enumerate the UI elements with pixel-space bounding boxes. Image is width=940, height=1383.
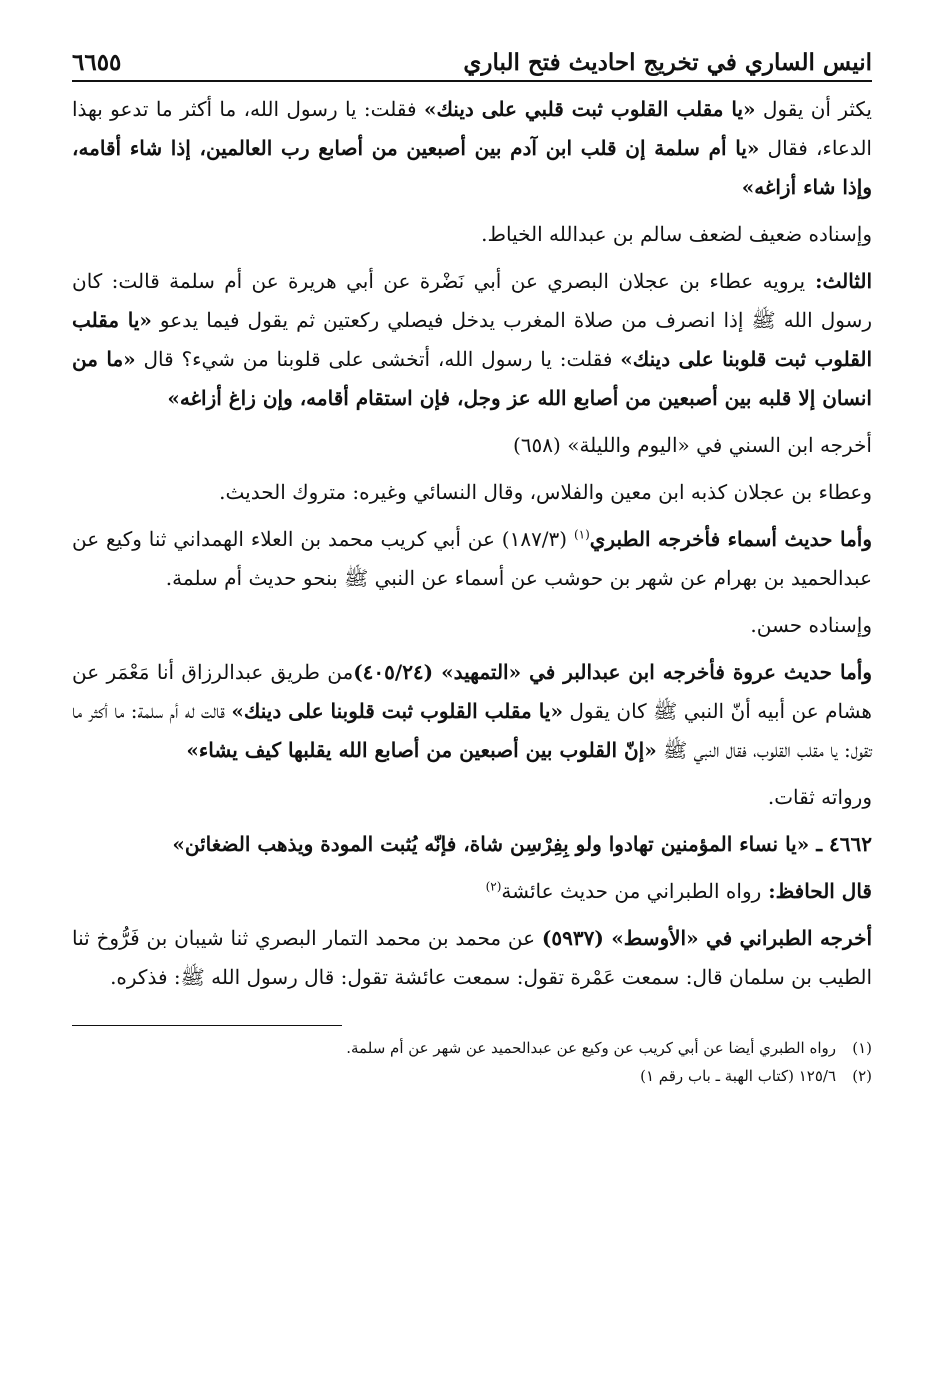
paragraph <box>72 653 872 770</box>
bold-run: أخرجه الطبراني في «الأوسط» (٥٩٣٧) <box>541 926 873 950</box>
text-run: يكثر أن يقول <box>755 97 872 121</box>
body-text <box>72 90 872 997</box>
paragraph <box>72 919 872 997</box>
paragraph <box>72 778 872 817</box>
bold-run: «يا مقلب القلوب ثبت قلوبنا على دينك» <box>72 308 872 371</box>
footnote-text: رواه الطبري أيضا عن أبي كريب عن وكيع عن عبدالحميد عن شهر عن أم سلمة. <box>346 1039 836 1057</box>
bold-run: الثالث: <box>805 269 872 293</box>
paragraph <box>72 473 872 512</box>
footnotes <box>72 1034 872 1090</box>
footnote-ref: (٢) <box>485 879 502 894</box>
footnote-mark: (١) <box>852 1039 872 1057</box>
paragraph <box>72 825 872 864</box>
paragraph <box>72 215 872 254</box>
text-run: رواه الطبراني من حديث عائشة <box>501 879 762 903</box>
bold-run: وأما حديث عروة فأخرجه ابن عبدالبر في «التمهيد» (٤٠٥/٢٤) <box>353 660 872 684</box>
text-run: وإسناده حسن. <box>750 613 872 637</box>
paragraph <box>72 262 872 418</box>
page-header <box>72 36 872 82</box>
text-run: وعطاء بن عجلان كذبه ابن معين والفلاس، وقال النسائي وغيره: متروك الحديث. <box>219 480 872 504</box>
bold-run: «إنّ القلوب بين أصبعين من أصابع الله يقلبها كيف يشاء» <box>186 738 657 762</box>
document-page <box>72 36 872 1090</box>
page-number: ٦٦٥٥ <box>72 49 122 76</box>
footnote <box>72 1062 872 1090</box>
footnote <box>72 1034 872 1062</box>
paragraph <box>72 426 872 465</box>
footnote-separator <box>72 1025 342 1026</box>
text-run: فقلت: يا رسول الله، أتخشى على قلوبنا من شيء؟ قال <box>135 347 621 371</box>
bold-run: قال الحافظ: <box>761 879 872 903</box>
paragraph <box>72 520 872 598</box>
bold-run: ٤٦٦٢ ـ «يا نساء المؤمنين تهادوا ولو بِفِرْسِن شاة، فإنّه يُثبت المودة ويذهب الضغائن» <box>172 832 872 856</box>
bold-run: «يا مقلب القلوب ثبت قلبي على دينك» <box>423 97 756 121</box>
paragraph <box>72 90 872 207</box>
paragraph <box>72 606 872 645</box>
text-run: قالت له أم سلمة: ما أكثر ما تقول: يا مقلب القلوب، فقال النبي ﷺ <box>72 699 872 762</box>
text-run: من طريق عبدالرزاق أنا مَعْمَر عن هشام عن أبيه أنّ النبي ﷺ كان يقول <box>72 660 872 723</box>
text-run: أخرجه ابن السني في «اليوم والليلة» (٦٥٨) <box>513 433 872 457</box>
text-run: (١٨٧/٣) عن أبي كريب محمد بن العلاء الهمداني ثنا وكيع عن عبدالحميد بن بهرام عن شهر بن حوشب عن أسماء عن النبي ﷺ بنحو حديث أم سلمة. <box>72 527 872 590</box>
text-run: ورواته ثقات. <box>767 785 872 809</box>
text-run: عن محمد بن محمد التمار البصري ثنا شيبان بن فَرُّوخ ثنا الطيب بن سلمان قال: سمعت عَمْرة تقول: سمعت عائشة تقول: قال رسول الله ﷺ: فذكره. <box>72 926 872 989</box>
text-run: فقلت: يا رسول الله، ما أكثر ما تدعو بهذا الدعاء، فقال <box>72 97 872 160</box>
running-title: انيس الساري في تخريج احاديث فتح الباري <box>463 49 872 76</box>
text-run: وإسناده ضعيف لضعف سالم بن عبدالله الخياط. <box>481 222 872 246</box>
footnote-text: ١٢٥/٦ (كتاب الهبة ـ باب رقم ١) <box>640 1067 836 1085</box>
footnote-ref: (١) <box>573 527 590 542</box>
bold-run: «يا مقلب القلوب ثبت قلوبنا على دينك» <box>231 699 563 723</box>
bold-run: «يا أم سلمة إن قلب ابن آدم بين أصبعين من أصابع رب العالمين، إذا شاء أقامه، وإذا شاء أزاغه» <box>72 136 872 199</box>
text-run: يرويه عطاء بن عجلان البصري عن أبي نَضْرة عن أبي هريرة عن أم سلمة قالت: كان رسول الله ﷺ إذا انصرف من صلاة المغرب يدخل فيصلي ركعتين ثم يقول فيما يدعو <box>72 269 872 332</box>
bold-run: وأما حديث أسماء فأخرجه الطبري <box>589 527 872 551</box>
footnote-mark: (٢) <box>852 1067 872 1085</box>
bold-run: «ما من انسان إلا قلبه بين أصبعين من أصابع الله عز وجل، فإن استقام أقامه، وإن زاغ أزاغه» <box>72 347 872 410</box>
paragraph <box>72 872 872 911</box>
